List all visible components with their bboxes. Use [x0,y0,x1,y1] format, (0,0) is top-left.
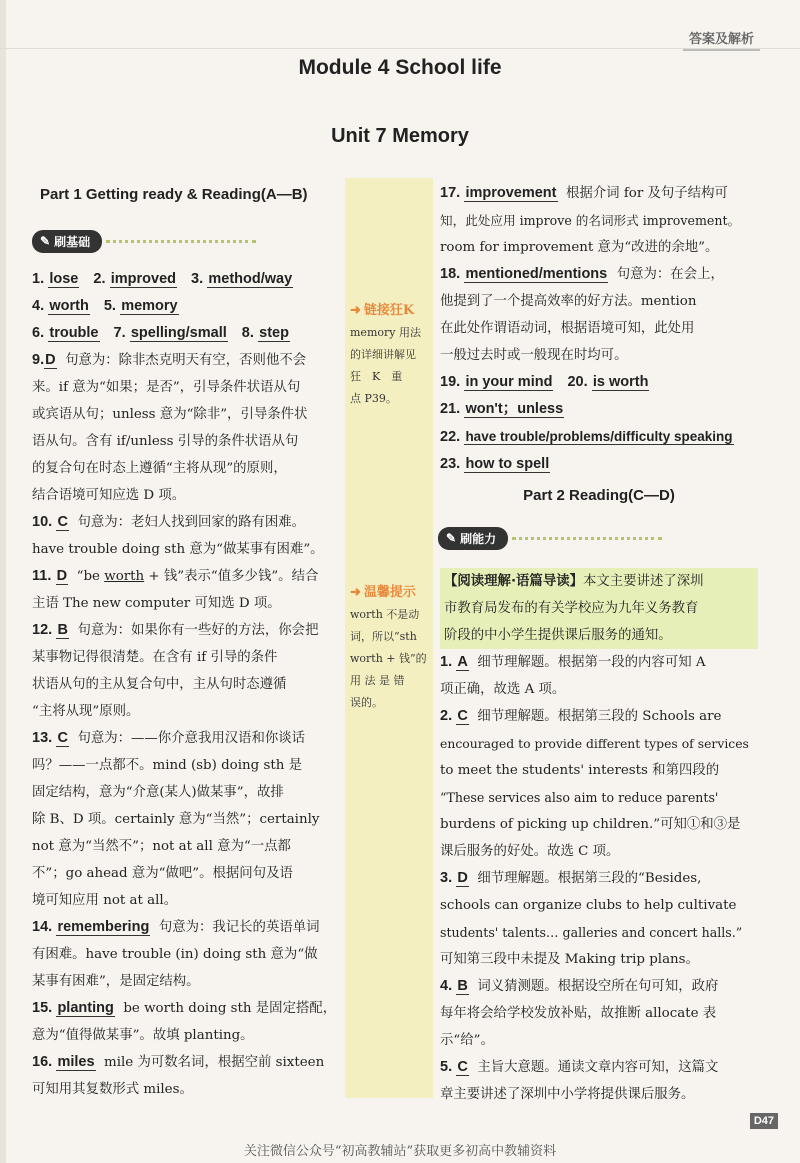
reading-answer-1: 1. A 细节理解题。根据第一段的内容可知 A [440,654,706,670]
answer-10: 10. C 句意为：老妇人找到回家的路有困难。 [32,514,306,530]
tip-line: 狂 K 重 [350,370,403,383]
answer-13: 13. C 句意为：——你介意我用汉语和你谈话 [32,730,306,746]
part1-heading: Part 1 Getting ready & Reading(A—B) [40,186,308,203]
unit-title: Unit 7 Memory [331,125,469,147]
answer-21: 21. won't；unless [440,401,564,417]
reading-guide: 【阅读理解·语篇导读】本文主要讲述了深圳 市教育局发布的有关学校应为九年义务教育 阶段的中小学生提供课后服务的通知。 [440,568,758,649]
tip-line: 词，所以“sth [350,630,417,643]
answer-22: 22. have trouble/problems/difficulty speaking [440,429,733,445]
tip-box-warm [350,582,432,714]
answer-19-20: 19. in your mind 20. is worth [440,374,649,390]
answer-23: 23. how to spell [440,456,550,472]
badge-basic: ✎ 刷基础 [32,230,256,252]
tip-box-link [350,300,432,410]
footer-note: 关注微信公众号“初高教辅站”获取更多初高中教辅资料 [243,1144,557,1159]
answer-11: 11. D “be worth + 钱”表示“值多少钱”。结合 [32,568,319,584]
arrow-icon: ➜ [350,585,361,600]
arrow-icon: ➜ [350,303,361,318]
answer-17: 17. improvement 根据介词 for 及句子结构可 [440,185,728,201]
tip-line: 误的。 [350,696,383,709]
reading-answer-2: 2. C 细节理解题。根据第三段的 Schools are [440,708,722,724]
tip-line: worth 不是动 [350,608,420,621]
tip-line: 用 法 是 错 [350,674,405,687]
reading-answers: 【阅读理解·语篇导读】本文主要讲述了深圳 市教育局发布的有关学校应为九年义务教育 阶段的中小学生提供课后服务的通知。 1. A 细节理解题。根据第一段的内容可知 A 项正确，故选 A 项。 2. C 细节理解题。根据第三段的 Schools are encouraged to provide different types of services to meet the students' interests 和第四段的 “These services also aim to reduce parents' burdens of picking up children.”可知①和③是 课后服务的好处。故选 C 项。 3. D 细节理解题。根据第三段的“Besides, schools can organize clubs to help cultivate students' talents… galleries and concert halls.” 可知第三段中未提及 Making trip plans。 4. B 词义猜测题。根据设空所在句可知，政府 每年将会给学校发放补贴，故推断 allocate 表 示“给”。 5. C 主旨大意题。通读文章内容可知，这篇文 章主要讲述了深圳中小学将提供课后服务。 [440,568,758,1108]
tip-title-link: ➜ 链接狂K [350,300,432,322]
tip-line: 的详细讲解见 [350,348,416,361]
pencil-icon: ✎ [446,531,457,545]
tip-line: 点 P39。 [350,392,397,405]
reading-answer-5: 5. C 主旨大意题。通读文章内容可知，这篇文 [440,1059,719,1075]
page-number: D47 [750,1113,778,1129]
badge-ability: ✎ 刷能力 [438,527,662,549]
reading-answer-3: 3. D 细节理解题。根据第三段的“Besides, [440,870,702,886]
answer-16: 16. miles mile 为可数名词，根据空前 sixteen [32,1054,325,1070]
answer-12: 12. B 句意为：如果你有一些好的方法，你会把 [32,622,319,638]
header-rule [0,48,800,49]
tip-line: worth + 钱”的 [350,652,427,665]
answer-9: 9.D 句意为：除非杰克明天有空，否则他不会 [32,352,307,368]
reading-answer-4: 4. B 词义猜测题。根据设空所在句可知，政府 [440,978,719,994]
header-tag: 答案及解析 [683,26,760,51]
module-title: Module 4 School life [298,56,502,79]
answer-14: 14. remembering 句意为：我记长的英语单词 [32,919,320,935]
right-answers: 17. improvement 根据介词 for 及句子结构可 知，此处应用 improve 的名词形式 improvement。 room for improvement 意为“改进的余地”。 18. mentioned/mentions 句意为：在会上， 他提到了一个提高效率的好方法。mention 在此处作谓语动词，根据语境可知，此处用 一般过去时或一般现在时均可。 19. in your mind 20. is worth 21. won't；unless 22. have trouble/problems/difficulty speaking 23. how to spell Part 2 Reading(C—D) [440,180,758,509]
pencil-icon: ✎ [40,234,51,248]
answer-15: 15. planting be worth doing sth 是固定搭配， [32,1000,337,1016]
left-answers: 1. lose 2. improved 3. method/way 4. worth 5. memory 6. trouble 7. spelling/small 8. step 9.D 句意为：除非杰克明天有空，否则他不会 来。if 意为“如果；是否”，引导条件状语从句 或宾语从句；unless 意为“除非”，引导条件状 语从句。含有 if/unless 引导的条件状语从句 的复合句在时态上遵循“主将从现”的原则， 结合语境可知应选 D 项。 10. C 句意为：老妇人找到回家的路有困难。 have trouble doing sth 意为“做某事有困难”。 11. D “be worth + 钱”表示“值多少钱”。结合 主语 The new computer 可知选 D 项。 12. B 句意为：如果你有一些好的方法，你会把 某事物记得很清楚。在含有 if 引导的条件 状语从句的主从复合句中，主从句时态遵循 “主将从现”原则。 13. C 句意为：——你介意我用汉语和你谈话 吗？——一点都不。mind (sb) doing sth 是 固定结构，意为“介意(某人)做某事”，故排 除 B、D 项。certainly 意为“当然”；certainly not 意为“当然不”；not at all 意为“一点都 不”；go ahead 意为“做吧”。根据问句及语 境可知应用 not at all。 14. remembering 句意为：我记长的英语单词 有困难。have trouble (in) doing sth 意为“做 某事有困难”，是固定结构。 15. planting be worth doing sth 是固定搭配， 意为“值得做某事”。故填 planting。 16. miles mile 为可数名词，根据空前 sixteen 可知用其复数形式 miles。 [32,266,344,1103]
page-edge [0,0,6,1163]
tip-line: memory 用法 [350,326,421,339]
answer-18: 18. mentioned/mentions 句意为：在会上， [440,266,724,282]
tip-title-warm: ➜ 温馨提示 [350,582,432,604]
part2-heading: Part 2 Reading(C—D) [523,487,675,504]
